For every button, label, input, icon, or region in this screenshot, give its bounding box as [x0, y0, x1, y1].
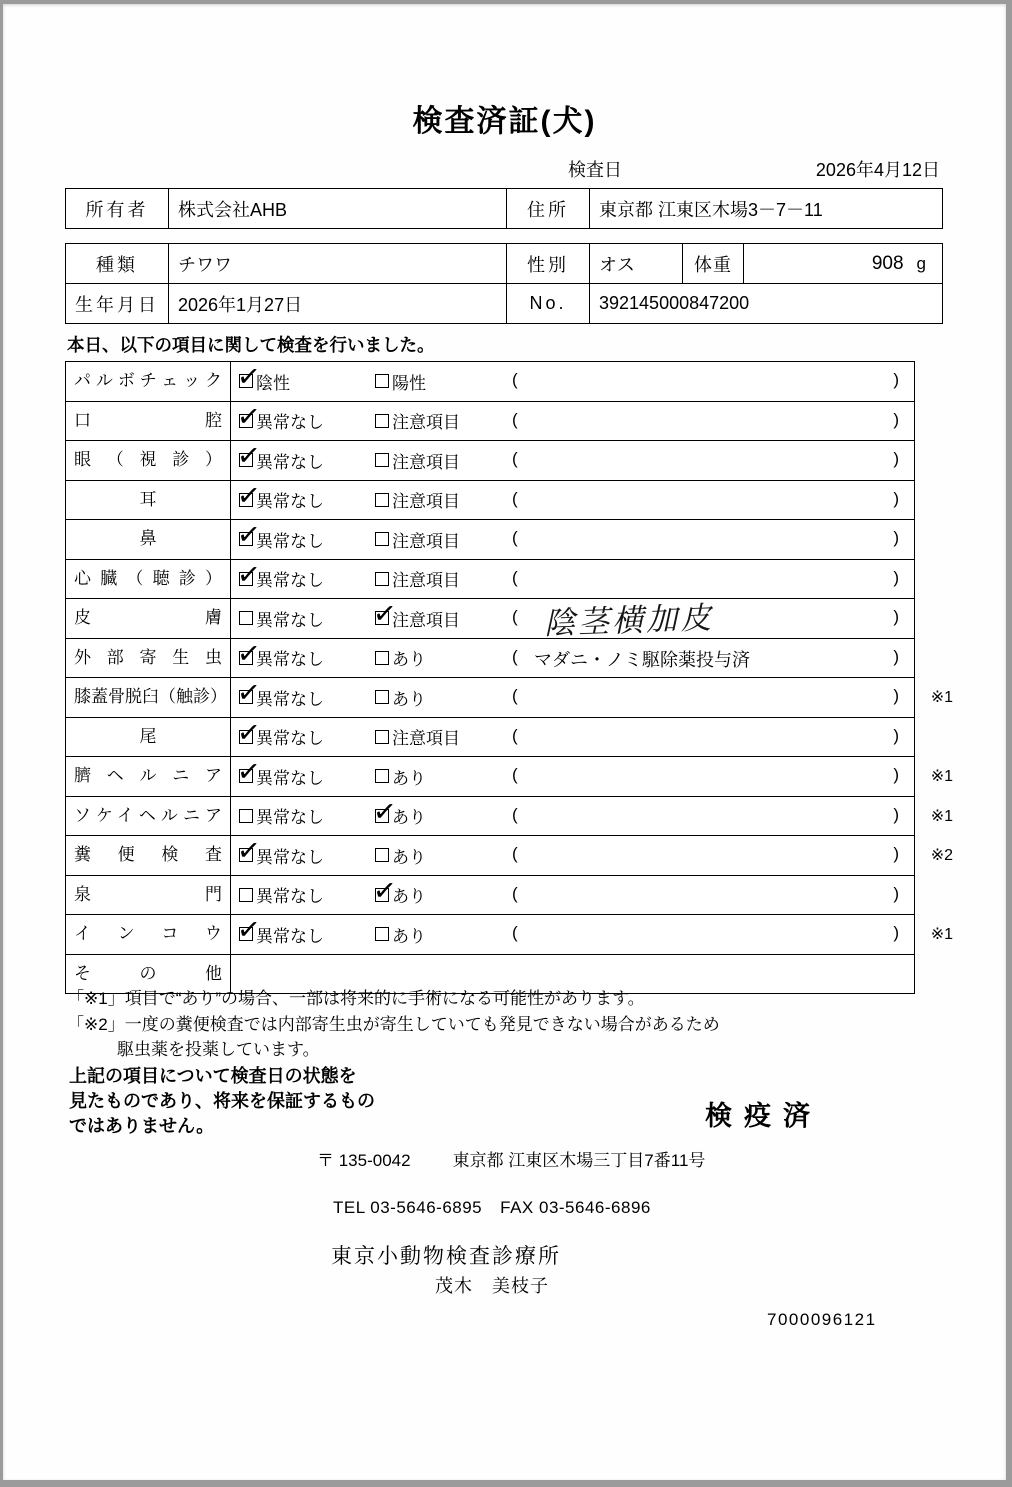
- exam-option-2: [369, 481, 504, 520]
- paren-open: (: [512, 528, 518, 547]
- paren-open: (: [512, 370, 518, 389]
- exam-note: [504, 915, 914, 954]
- exam-option-2: [369, 797, 504, 836]
- exam-option-1: [231, 797, 369, 836]
- opt1-checkbox: [239, 453, 253, 467]
- exam-item-label: 眼（視診）: [66, 441, 231, 480]
- birth-label: 生年月日: [66, 284, 169, 323]
- paren-close: ): [893, 923, 899, 942]
- paren-close: ): [893, 646, 899, 666]
- exam-row-parasites: [66, 638, 914, 678]
- weight-label: 体重: [683, 244, 744, 283]
- exam-option-2: [369, 718, 504, 757]
- exam-note: [504, 402, 914, 441]
- exam-option-2: [369, 639, 504, 678]
- exam-option-1: [231, 520, 369, 559]
- opt1-label: 異常なし: [256, 610, 324, 630]
- owner-table: [65, 188, 943, 229]
- opt2-label: 陽性: [392, 373, 426, 393]
- footnote-mark: ※2: [930, 847, 953, 864]
- exam-note: [504, 362, 914, 401]
- weight-unit: g: [916, 253, 926, 273]
- footnote-1: 「※1」項目で“あり”の場合、一部は将来的に手術になる可能性があります。: [67, 989, 645, 1008]
- exam-option-1: [231, 639, 369, 678]
- paren-close: ): [893, 607, 899, 626]
- exam-row-skin: [66, 598, 914, 642]
- opt2-checkbox: [375, 611, 389, 625]
- exam-option-1: [231, 481, 369, 520]
- paren-close: ): [893, 567, 899, 587]
- opt2-label: あり: [392, 768, 426, 788]
- statement-text: 本日、以下の項目に関して検査を行いました。: [67, 335, 435, 355]
- clinic-address-row: [317, 1146, 705, 1171]
- opt1-label: 異常なし: [256, 531, 324, 551]
- exam-option-1: [231, 599, 369, 638]
- exam-item-label: 糞便検査: [66, 836, 231, 875]
- opt2-label: 注意項目: [392, 729, 460, 749]
- opt2-label: あり: [392, 689, 426, 709]
- exam-option-2: [369, 560, 504, 599]
- exam-item-label: 尾: [66, 718, 231, 757]
- owner-name: 株式会社AHB: [169, 189, 507, 228]
- opt2-checkbox: [375, 453, 389, 467]
- exam-option-1: [231, 402, 369, 441]
- disclaimer: [69, 1064, 375, 1139]
- exam-row-tail: [66, 717, 914, 757]
- exam-option-2: [369, 520, 504, 559]
- exam-option-2: [369, 678, 504, 717]
- exam-row-umbilical-hernia: [66, 756, 953, 796]
- exam-option-2: [369, 915, 504, 954]
- exam-note: [504, 876, 914, 915]
- exam-row-fecal: [66, 835, 953, 875]
- opt1-label: 異常なし: [256, 650, 324, 670]
- paren-close: ): [893, 804, 899, 824]
- opt2-checkbox: [375, 848, 389, 862]
- opt1-checkbox: [239, 848, 253, 862]
- sex-label: 性別: [507, 244, 590, 283]
- paren-close: ): [893, 449, 899, 468]
- opt1-checkbox: [239, 374, 253, 388]
- paren-close: ): [893, 844, 899, 863]
- exam-item-label: 心臓（聴診）: [66, 560, 231, 599]
- exam-note: [504, 639, 914, 678]
- paren-open: (: [512, 923, 518, 942]
- exam-option-1: [231, 718, 369, 757]
- exam-note: [504, 599, 914, 642]
- exam-option-1: [231, 757, 369, 796]
- paren-open: (: [512, 765, 518, 784]
- exam-item-label: ソケイヘルニア: [66, 797, 231, 836]
- owner-label: 所有者: [66, 189, 169, 228]
- opt1-checkbox: [239, 690, 253, 704]
- exam-option-2: [369, 757, 504, 796]
- footnote-mark: ※1: [930, 807, 953, 825]
- opt2-checkbox: [375, 414, 389, 428]
- paren-close: ): [893, 409, 899, 429]
- opt2-label: 注意項目: [392, 452, 460, 472]
- exam-note: [504, 678, 914, 717]
- clinic-contact-row: [333, 1198, 651, 1218]
- exam-table: [65, 361, 953, 994]
- examiner-name: 茂木 美枝子: [435, 1276, 549, 1296]
- paren-close: ): [893, 725, 899, 745]
- exam-row-inguinal-hernia: [66, 796, 953, 836]
- opt1-checkbox: [239, 809, 253, 823]
- exam-note: [504, 520, 914, 559]
- opt1-checkbox: [239, 572, 253, 586]
- paren-open: (: [512, 409, 518, 429]
- opt1-label: 異常なし: [256, 413, 324, 433]
- owner-address: 東京都 江東区木場3－7－11: [599, 199, 823, 220]
- no-label: No.: [507, 284, 590, 323]
- exam-row-parvo: [66, 362, 914, 401]
- exam-option-2: [369, 441, 504, 480]
- exam-note: [504, 718, 914, 757]
- owner-row: [66, 189, 942, 228]
- opt2-label: 注意項目: [392, 610, 460, 630]
- opt2-label: あり: [392, 926, 426, 946]
- clinic-address: 東京都 江東区木場三丁目7番11号: [452, 1151, 706, 1170]
- opt2-checkbox: [375, 888, 389, 902]
- footnote-mark: ※1: [930, 689, 953, 706]
- disclaimer-line-2: 見たものであり、将来を保証するもの: [69, 1091, 375, 1111]
- handwritten-note: 陰茎横加皮: [543, 600, 715, 642]
- opt1-checkbox: [239, 888, 253, 902]
- opt1-checkbox: [239, 927, 253, 941]
- exam-option-1: [231, 836, 369, 875]
- paren-open: (: [512, 607, 518, 626]
- paren-close: ): [893, 883, 899, 903]
- disclaimer-line-1: 上記の項目について検査日の状態を: [69, 1066, 357, 1086]
- exam-item-label: 膝蓋骨脱臼（触診）: [66, 678, 231, 717]
- opt1-label: 異常なし: [256, 571, 324, 591]
- opt1-label: 異常なし: [256, 887, 324, 907]
- exam-item-label: その他: [66, 955, 231, 994]
- opt1-checkbox: [239, 414, 253, 428]
- address-label: 住所: [507, 189, 590, 228]
- note-text: マダニ・ノミ駆除薬投与済: [534, 649, 750, 670]
- footnote-2-line-1: 「※2」一度の糞便検査では内部寄生虫が寄生していても発見できない場合があるため: [67, 1015, 720, 1034]
- paren-close: ): [893, 686, 899, 705]
- paren-open: (: [512, 844, 518, 863]
- opt1-label: 異常なし: [256, 808, 324, 828]
- opt2-checkbox: [375, 769, 389, 783]
- opt2-checkbox: [375, 374, 389, 388]
- paren-open: (: [512, 686, 518, 705]
- paren-open: (: [512, 883, 518, 903]
- exam-row-eyes: [66, 440, 914, 480]
- pet-row-2: [66, 283, 942, 323]
- exam-note: [504, 797, 914, 836]
- paren-open: (: [512, 488, 518, 508]
- opt2-label: あり: [392, 887, 426, 907]
- exam-option-2: [369, 836, 504, 875]
- exam-item-label: パルボチェック: [66, 362, 231, 401]
- footnote-2-line-2: 駆虫薬を投薬しています。: [117, 1040, 320, 1059]
- opt1-label: 異常なし: [256, 492, 324, 512]
- paren-open: (: [512, 646, 518, 666]
- weight-number: 908: [871, 252, 904, 274]
- opt1-label: 異常なし: [256, 452, 324, 472]
- inspection-date-row: [568, 156, 940, 182]
- exam-row-ears: [66, 480, 914, 520]
- sex-value: オス: [590, 244, 683, 283]
- exam-option-1: [231, 915, 369, 954]
- exam-option-2: [369, 599, 504, 638]
- opt2-label: あり: [392, 808, 426, 828]
- exam-item-label: 皮膚: [66, 599, 231, 638]
- inspection-date-value: 2026年4月12日: [815, 160, 940, 180]
- clinic-tel: TEL 03-5646-6895: [333, 1198, 483, 1217]
- exam-item-label: 外部寄生虫: [66, 639, 231, 678]
- opt2-checkbox: [375, 651, 389, 665]
- opt1-label: 異常なし: [256, 768, 324, 788]
- opt1-checkbox: [239, 730, 253, 744]
- opt1-label: 異常なし: [256, 847, 324, 867]
- quarantine-stamp: 検疫済: [705, 1101, 822, 1131]
- exam-item-label: 泉門: [66, 876, 231, 915]
- paren-open: (: [512, 449, 518, 468]
- birth-value: 2026年1月27日: [169, 284, 507, 323]
- exam-item-label: 臍ヘルニア: [66, 757, 231, 796]
- pet-row-1: [66, 244, 942, 283]
- exam-item-label: 鼻: [66, 520, 231, 559]
- exam-option-1: [231, 362, 369, 401]
- disclaimer-line-3: ではありません。: [69, 1116, 215, 1136]
- exam-row-inkou: [66, 914, 953, 954]
- exam-item-label: 口腔: [66, 402, 231, 441]
- opt2-label: 注意項目: [392, 571, 460, 591]
- paren-open: (: [512, 725, 518, 745]
- exam-option-1: [231, 678, 369, 717]
- opt2-label: 注意項目: [392, 492, 460, 512]
- exam-option-2: [369, 876, 504, 915]
- paren-close: ): [893, 370, 899, 389]
- opt2-label: 注意項目: [392, 413, 460, 433]
- opt2-checkbox: [375, 927, 389, 941]
- opt1-label: 陰性: [256, 373, 290, 393]
- exam-item-label: インコウ: [66, 915, 231, 954]
- footnote-mark: ※1: [930, 926, 953, 943]
- paren-open: (: [512, 567, 518, 587]
- opt2-checkbox: [375, 493, 389, 507]
- exam-row-nose: [66, 519, 914, 559]
- certificate-page: [3, 4, 1006, 1480]
- exam-option-2: [369, 362, 504, 401]
- exam-note: [504, 441, 914, 480]
- paren-close: ): [893, 528, 899, 547]
- page-title: 検査済証(犬): [412, 105, 597, 138]
- exam-row-mouth: [66, 401, 914, 441]
- exam-option-1: [231, 441, 369, 480]
- serial-number: 7000096121: [767, 1310, 877, 1329]
- opt2-checkbox: [375, 532, 389, 546]
- opt1-label: 異常なし: [256, 926, 324, 946]
- opt1-label: 異常なし: [256, 729, 324, 749]
- opt1-checkbox: [239, 532, 253, 546]
- paren-open: (: [512, 804, 518, 824]
- exam-row-fontanelle: [66, 875, 914, 915]
- opt1-checkbox: [239, 651, 253, 665]
- opt2-checkbox: [375, 809, 389, 823]
- opt1-checkbox: [239, 493, 253, 507]
- opt2-checkbox: [375, 572, 389, 586]
- breed-value: チワワ: [169, 244, 507, 283]
- exam-row-heart: [66, 559, 914, 599]
- exam-option-1: [231, 876, 369, 915]
- weight-value: [744, 244, 942, 283]
- opt2-label: 注意項目: [392, 531, 460, 551]
- opt2-checkbox: [375, 690, 389, 704]
- exam-item-label: 耳: [66, 481, 231, 520]
- paren-close: ): [893, 765, 899, 784]
- pet-table: [65, 243, 943, 324]
- exam-option-2: [369, 402, 504, 441]
- inspection-date-label: 検査日: [568, 160, 622, 180]
- postal-code: 〒 135-0042: [317, 1151, 411, 1170]
- clinic-name: 東京小動物検査診療所: [331, 1245, 561, 1268]
- breed-label: 種類: [66, 244, 169, 283]
- opt2-checkbox: [375, 730, 389, 744]
- exam-option-1: [231, 560, 369, 599]
- opt1-label: 異常なし: [256, 689, 324, 709]
- opt1-checkbox: [239, 769, 253, 783]
- footnote-mark: ※1: [930, 768, 953, 785]
- exam-note: [504, 757, 914, 796]
- paren-close: ): [893, 488, 899, 508]
- exam-row-patella: [66, 677, 953, 717]
- opt2-label: あり: [392, 847, 426, 867]
- clinic-fax: FAX 03-5646-6896: [500, 1198, 651, 1217]
- exam-note: [504, 481, 914, 520]
- opt2-label: あり: [392, 650, 426, 670]
- exam-note: [504, 836, 914, 875]
- opt1-checkbox: [239, 611, 253, 625]
- no-value: 392145000847200: [599, 293, 750, 313]
